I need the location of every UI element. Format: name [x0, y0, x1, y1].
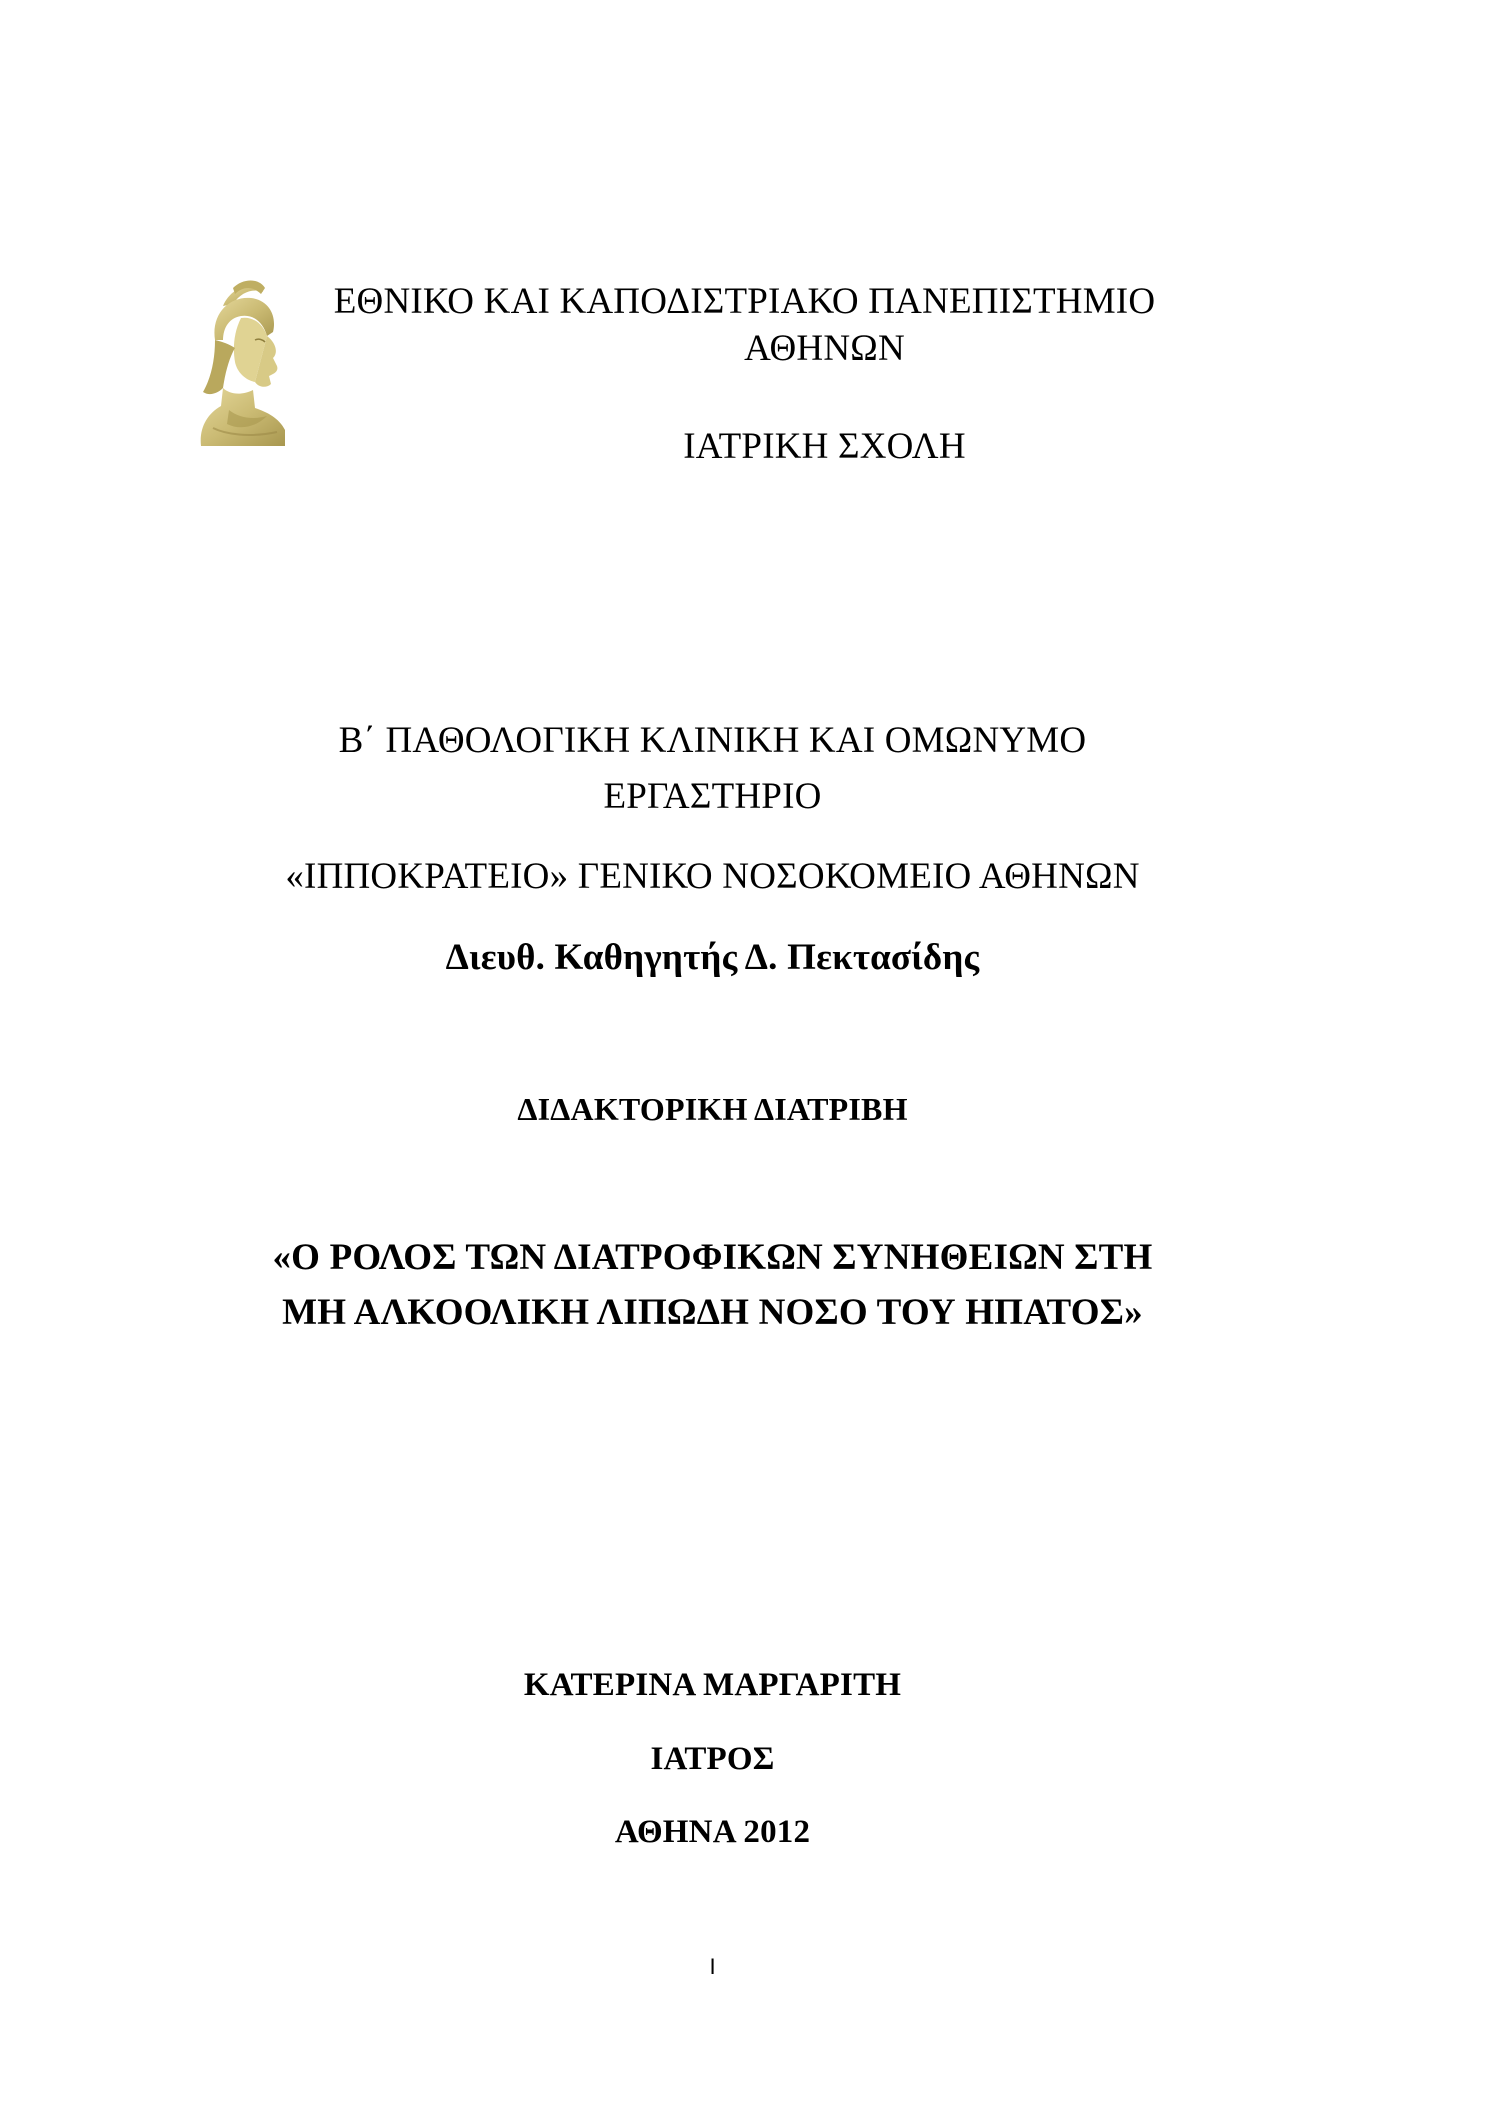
university-name-line2: ΑΘΗΝΩΝ [744, 328, 905, 369]
director-name: Διευθ. Καθηγητής Δ. Πεκτασίδης [445, 937, 980, 978]
hospital-name: «ΙΠΠΟΚΡΑΤΕΙΟ» ΓΕΝΙΚΟ ΝΟΣΟΚΟΜΕΙΟ ΑΘΗΝΩΝ [285, 856, 1140, 897]
thesis-title-line1: «Ο ΡΟΛΟΣ ΤΩΝ ΔΙΑΤΡΟΦΙΚΩΝ ΣΥΝΗΘΕΙΩΝ ΣΤΗ [272, 1237, 1153, 1278]
clinic-name-line1: Β΄ ΠΑΘΟΛΟΓΙΚΗ ΚΛΙΝΙΚΗ ΚΑΙ ΟΜΩΝΥΜΟ [338, 720, 1087, 761]
author-name: ΚΑΤΕΡΙΝΑ ΜΑΡΓΑΡΙΤΗ [523, 1667, 902, 1703]
document-type: ΔΙΔΑΚΤΟΡΙΚΗ ΔΙΑΤΡΙΒΗ [517, 1091, 908, 1127]
university-name-line1: ΕΘΝΙΚΟ ΚΑΙ ΚΑΠΟΔΙΣΤΡΙΑΚΟ ΠΑΝΕΠΙΣΤΗΜΙΟ [333, 281, 1156, 322]
page-number: I [709, 1954, 716, 1979]
author-profession: ΙΑΤΡΟΣ [650, 1741, 775, 1777]
school-name: ΙΑΤΡΙΚΗ ΣΧΟΛΗ [683, 426, 966, 467]
thesis-title-line2: ΜΗ ΑΛΚΟΟΛΙΚΗ ΛΙΠΩΔΗ ΝΟΣΟ ΤΟΥ ΗΠΑΤΟΣ» [282, 1292, 1143, 1333]
place-and-year: ΑΘΗΝΑ 2012 [614, 1814, 811, 1850]
clinic-name-line2: ΕΡΓΑΣΤΗΡΙΟ [603, 776, 822, 817]
